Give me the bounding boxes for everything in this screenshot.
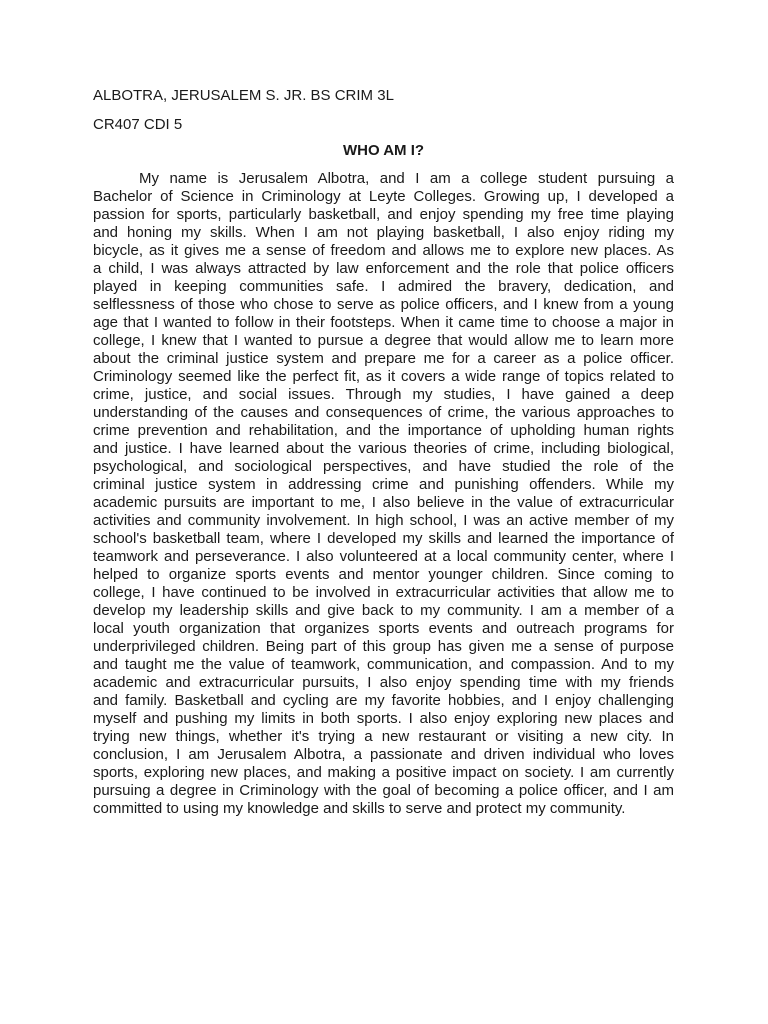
author-line: ALBOTRA, JERUSALEM S. JR. BS CRIM 3L	[93, 87, 394, 104]
essay-line: criminal justice system in addressing crime and punishing offenders. While my	[93, 476, 674, 493]
essay-line: myself and pushing my limits in both sports. I also enjoy exploring new places and	[93, 710, 674, 727]
essay-line: local youth organization that organizes sports events and outreach programs for	[93, 620, 674, 637]
essay-line: teamwork and perseverance. I also volunteered at a local community center, where I	[93, 548, 674, 565]
essay-line: a child, I was always attracted by law enforcement and the role that police officers	[93, 260, 674, 277]
essay-line: about the criminal justice system and prepare me for a career as a police officer.	[93, 350, 674, 367]
essay-line: crime prevention and rehabilitation, and the importance of upholding human rights	[93, 422, 674, 439]
essay-line: played in keeping communities safe. I admired the bravery, dedication, and	[93, 278, 674, 295]
essay-line: sports, exploring new places, and making a positive impact on society. I am currently	[93, 764, 674, 781]
essay-line: trying new things, whether it's trying a new restaurant or visiting a new city. In	[93, 728, 674, 745]
essay-line: psychological, and sociological perspectives, and have studied the role of the	[93, 458, 674, 475]
essay-line: crime, justice, and social issues. Through my studies, I have gained a deep	[93, 386, 674, 403]
essay-line: and honing my skills. When I am not playing basketball, I also enjoy riding my	[93, 224, 674, 241]
essay-line: college, I have continued to be involved in extracurricular activities that allow me to	[93, 584, 674, 601]
essay-line: selflessness of those who chose to serve as police officers, and I knew from a young	[93, 296, 674, 313]
essay-line: academic pursuits are important to me, I also believe in the value of extracurricular	[93, 494, 674, 511]
essay-line: academic and extracurricular pursuits, I also enjoy spending time with my friends	[93, 674, 674, 691]
essay-body	[93, 170, 674, 818]
essay-line: conclusion, I am Jerusalem Albotra, a passionate and driven individual who loves	[93, 746, 674, 763]
essay-line: Bachelor of Science in Criminology at Leyte Colleges. Growing up, I developed a	[93, 188, 674, 205]
essay-line: bicycle, as it gives me a sense of freedom and allows me to explore new places. As	[93, 242, 674, 259]
essay-line: My name is Jerusalem Albotra, and I am a college student pursuing a	[139, 170, 674, 187]
essay-line: activities and community involvement. In high school, I was an active member of my	[93, 512, 674, 529]
essay-line: and taught me the value of teamwork, communication, and compassion. And to my	[93, 656, 674, 673]
essay-line: develop my leadership skills and give back to my community. I am a member of a	[93, 602, 674, 619]
essay-line: college, I knew that I wanted to pursue a degree that would allow me to learn more	[93, 332, 674, 349]
essay-title: WHO AM I?	[342, 142, 425, 159]
course-line: CR407 CDI 5	[93, 116, 183, 133]
essay-line: and justice. I have learned about the various theories of crime, including biological,	[93, 440, 674, 457]
essay-line: underprivileged children. Being part of this group has given me a sense of purpose	[93, 638, 674, 655]
essay-line: helped to organize sports events and mentor younger children. Since coming to	[93, 566, 674, 583]
essay-line: school's basketball team, where I developed my skills and learned the importance of	[93, 530, 674, 547]
essay-line: Criminology seemed like the perfect fit, as it covers a wide range of topics related to	[93, 368, 674, 385]
essay-line: understanding of the causes and consequences of crime, the various approaches to	[93, 404, 674, 421]
essay-line: passion for sports, particularly basketball, and enjoy spending my free time playing	[93, 206, 674, 223]
essay-line: and family. Basketball and cycling are my favorite hobbies, and I enjoy challenging	[93, 692, 674, 709]
essay-line: age that I wanted to follow in their footsteps. When it came time to choose a major in	[93, 314, 674, 331]
essay-line: pursuing a degree in Criminology with the goal of becoming a police officer, and I am	[93, 782, 674, 799]
essay-line: committed to using my knowledge and skills to serve and protect my community.	[93, 800, 626, 817]
